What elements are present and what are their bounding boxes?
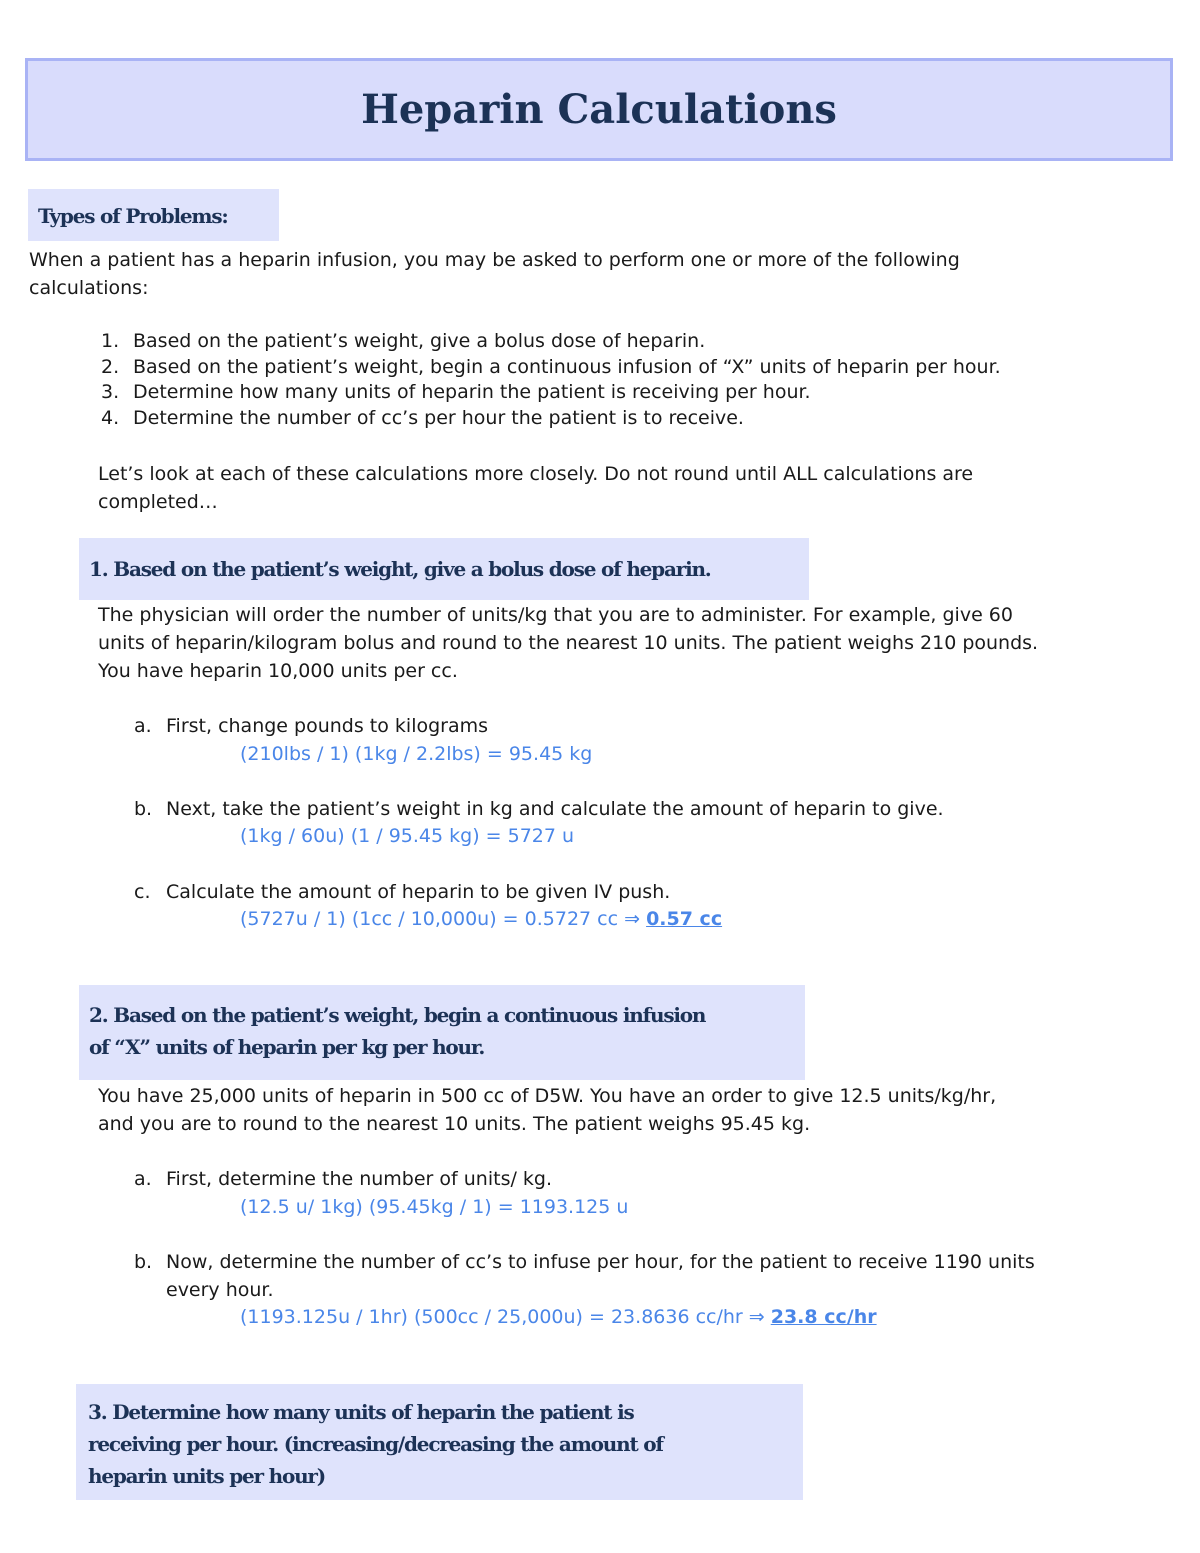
section2-calc-a: (12.5 u/ 1kg) (95.45kg / 1) = 1193.125 u [240, 1196, 629, 1218]
section1-calc-c: (5727u / 1) (1cc / 10,000u) = 0.5727 cc ⇒ 0.57 cc [240, 908, 723, 930]
list-item: 3. Determine how many units of heparin the patient is receiving per hour. [101, 381, 811, 403]
types-heading-box [28, 189, 279, 241]
section2-heading-box [79, 985, 805, 1080]
intro-line: calculations: [29, 277, 149, 299]
section2-heading: 2. Based on the patient’s weight, begin a continuous infusion of “X” units of heparin per kg per hour. [89, 1003, 706, 1059]
section3-heading: 3. Determine how many units of heparin the patient is receiving per hour. (increasing/decreasing the amount of heparin units per hour) [88, 1400, 663, 1488]
answer-value: 0.57 cc [646, 908, 723, 930]
problem-list [101, 329, 1161, 431]
section2-paragraph: You have 25,000 units of heparin in 500 cc of D5W. You have an order to give 12.5 units/kg/hr, and you are to round to the nearest 10 units. The patient weighs 95.45 kg. [98, 1085, 997, 1135]
closing-line: Let’s look at each of these calculations more closely. Do not round until ALL calculations are [98, 463, 974, 485]
section2-step-a: a. First, determine the number of units/ kg. [134, 1168, 553, 1190]
types-closing [98, 460, 1168, 516]
title-banner [25, 58, 1173, 161]
section1-heading: 1. Based on the patient’s weight, give a bolus dose of heparin. [89, 557, 711, 581]
types-intro [29, 246, 1169, 302]
page-title: Heparin Calculations [361, 86, 837, 133]
section1-paragraph: The physician will order the number of units/kg that you are to administer. For example, give 60 units of heparin/kilogram bolus and round to the nearest 10 units. The patient weighs 210 pounds. You have heparin 10,000 units per cc. [98, 604, 1039, 682]
intro-line: When a patient has a heparin infusion, you may be asked to perform one or more of the following [29, 249, 960, 271]
list-item: 4. Determine the number of cc’s per hour the patient is to receive. [101, 406, 744, 429]
list-item: 1. Based on the patient’s weight, give a bolus dose of heparin. [101, 330, 706, 352]
section1-calc-a: (210lbs / 1) (1kg / 2.2lbs) = 95.45 kg [240, 743, 593, 765]
section1-step-a: a. First, change pounds to kilograms [134, 715, 489, 737]
closing-line: completed… [98, 491, 218, 513]
section2-step-b: b. Now, determine the number of cc’s to infuse per hour, for the patient to receive 1190 units every hour. [134, 1251, 1035, 1301]
types-heading: Types of Problems: [38, 204, 228, 228]
list-item: 2. Based on the patient’s weight, begin a continuous infusion of “X” units of heparin per hour. [101, 355, 1001, 378]
answer-value: 23.8 cc/hr [770, 1306, 877, 1328]
section1-heading-box [79, 538, 809, 600]
section1-step-b: b. Next, take the patient’s weight in kg and calculate the amount of heparin to give. [134, 798, 944, 820]
section3-heading-box [76, 1384, 803, 1500]
section1-calc-b: (1kg / 60u) (1 / 95.45 kg) = 5727 u [240, 825, 575, 847]
section1-step-c: c. Calculate the amount of heparin to be given IV push. [134, 881, 671, 903]
section2-calc-b: (1193.125u / 1hr) (500cc / 25,000u) = 23.8636 cc/hr ⇒ 23.8 cc/hr [240, 1306, 877, 1328]
